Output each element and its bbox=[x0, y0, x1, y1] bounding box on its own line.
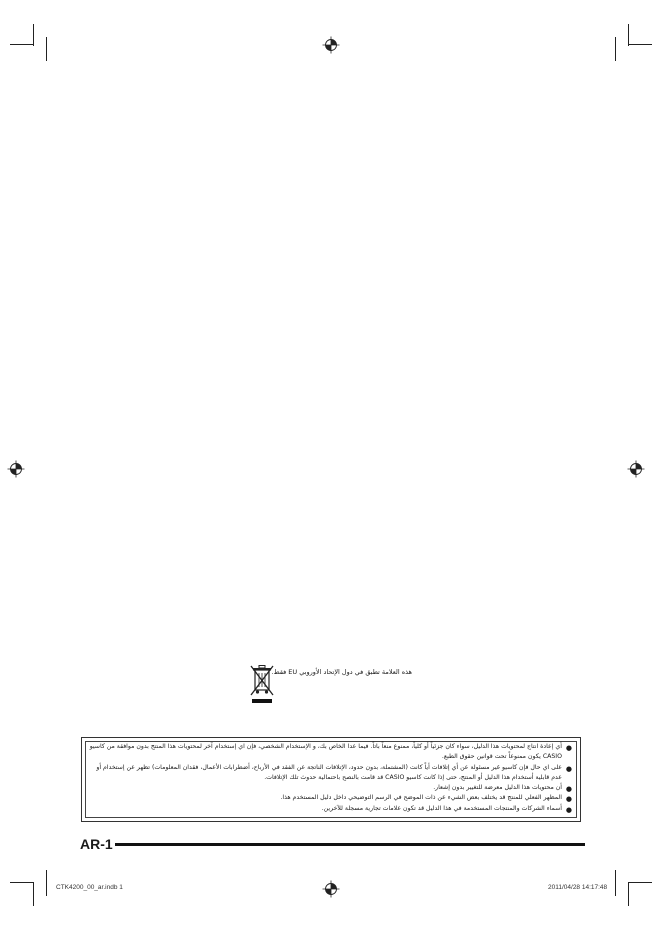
footer-timestamp: 2011/04/28 14:17:48 bbox=[548, 884, 608, 891]
notice-text: أي إعادة انتاج لمحتويات هذا الدليل، سواء كان جزئياً أو كلياً، ممنوع منعاً باتاً. فيما عدا الخاص بك، و الإستخدام الشخصي، فإن اي إستخدام آخر لمحتويات هذا المنتج بدون موافقة من كاسيو CASIO يكون ممنوعاً تحت قوانين حقوق الطبع. bbox=[89, 743, 562, 761]
list-item bbox=[88, 763, 572, 784]
footer-rule bbox=[115, 843, 585, 846]
crop-mark-top-right-v bbox=[628, 24, 629, 46]
crop-mark-top-right-v2 bbox=[615, 37, 616, 61]
crop-mark-top-left-v bbox=[33, 24, 34, 46]
footer-file-name: CTK4200_00_ar.indb 1 bbox=[56, 884, 123, 891]
legal-notice-box bbox=[81, 737, 581, 822]
notice-text: أسماء الشركات والمنتجات المستخدمة في هذا الدليل قد تكون علامات تجارية مسجلة للآخرين. bbox=[321, 804, 562, 812]
notice-text: أن محتويات هذا الدليل معرضة للتغيير بدون إشعار. bbox=[433, 784, 562, 792]
crop-mark-bottom-left-h bbox=[10, 882, 34, 883]
crop-mark-top-left-v2 bbox=[46, 37, 47, 61]
registration-mark-icon bbox=[322, 36, 340, 54]
registration-mark-icon bbox=[322, 880, 340, 898]
crop-mark-bottom-left-v bbox=[33, 882, 34, 906]
crop-mark-bottom-left-v2 bbox=[46, 870, 47, 896]
list-item bbox=[88, 783, 572, 793]
bullet-icon: ● bbox=[565, 764, 572, 773]
crop-mark-bottom-right-v2 bbox=[615, 870, 616, 896]
bullet-icon: ● bbox=[565, 785, 572, 794]
crop-mark-bottom-right-h bbox=[628, 882, 652, 883]
list-item bbox=[88, 804, 572, 814]
registration-mark-icon bbox=[627, 460, 645, 478]
legal-notice-list bbox=[82, 738, 580, 814]
eu-weee-note: هذه العلامة تطبق في دول الإتحاد الأوروبي EU فقط. bbox=[271, 668, 412, 676]
crop-mark-top-right-h bbox=[628, 44, 652, 45]
crop-mark-bottom-right-v bbox=[628, 882, 629, 906]
page-number: AR-1 bbox=[80, 836, 113, 852]
notice-text: على اي حال فإن كاسيو غير مسئولة عن أي إتلافات أياً كانت (المشتملة، بدون حدود، الإتلافات الناتجة عن الفقد في الأرباح، أضطرابات الأعمال، فقدان المعلومات) تظهر عن إستخدام أو عدم قابلية أستخدام هذا الدليل أو المنتج، حتى إذا كانت كاسيو CASIO قد قامت بالنصح باحتمالية حدوث تلك الإتلافات. bbox=[96, 763, 562, 781]
bullet-icon: ● bbox=[565, 805, 572, 814]
notice-text: المظهر الفعلي للمنتج قد يختلف بعض الشيء عن ذات الموضح في الرسم التوضيحي داخل دليل المستخدم هذا. bbox=[280, 794, 562, 802]
crop-mark-top-left-h bbox=[10, 44, 34, 45]
list-item bbox=[88, 793, 572, 803]
registration-mark-icon bbox=[7, 460, 25, 478]
list-item bbox=[88, 742, 572, 763]
bullet-icon: ● bbox=[565, 795, 572, 804]
bullet-icon: ● bbox=[565, 744, 572, 752]
